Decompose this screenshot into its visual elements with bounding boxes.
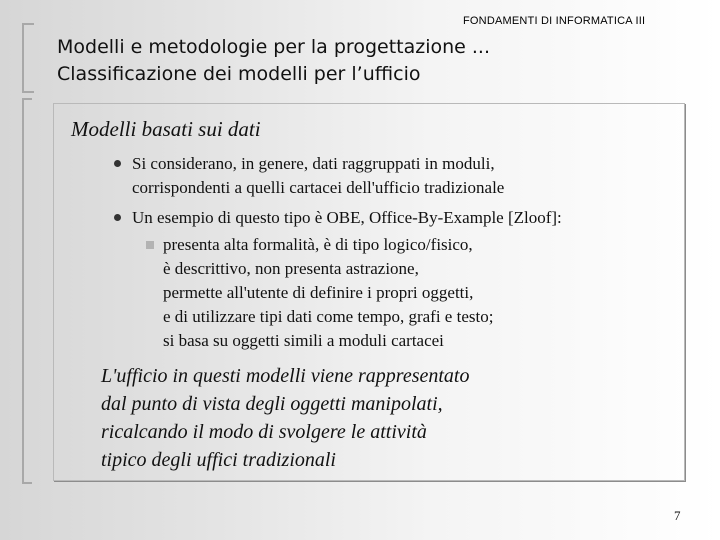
course-header: FONDAMENTI DI INFORMATICA III [463, 15, 646, 27]
content-bracket [22, 98, 32, 484]
closing-line-4: tipico degli uffici tradizionali [101, 449, 336, 471]
square-bullet-icon [146, 241, 154, 249]
slide-title-line-1: Modelli e metodologie per la progettazione ... [57, 36, 491, 58]
slide-title [57, 34, 490, 88]
page-number: 7 [674, 508, 681, 523]
bullet-1-line-1: Si considerano, in genere, dati raggruppati in moduli, [132, 154, 495, 173]
sub-bullet-line-5: si basa su oggetti simili a moduli cartacei [163, 331, 444, 350]
closing-paragraph [101, 362, 470, 474]
slide-title-line-2: Classificazione dei modelli per l’ufficio [57, 63, 421, 85]
sub-bullet-line-4: e di utilizzare tipi dati come tempo, grafi e testo; [163, 307, 494, 326]
title-bracket [22, 23, 34, 93]
sub-bullet-line-1: presenta alta formalità, è di tipo logico/fisico, [163, 235, 473, 254]
section-title: Modelli basati sui dati [71, 117, 261, 141]
sub-bullet-line-3: permette all'utente di definire i propri oggetti, [163, 283, 474, 302]
bullet-dot-icon [114, 160, 121, 167]
closing-line-1: L'ufficio in questi modelli viene rappresentato [101, 365, 470, 387]
bullet-2-line-1: Un esempio di questo tipo è OBE, Office-By-Example [Zloof]: [132, 208, 562, 227]
bullet-dot-icon [114, 214, 121, 221]
bullet-1-line-2: corrispondenti a quelli cartacei dell'ufficio tradizionale [132, 178, 505, 197]
sub-bullet-line-2: è descrittivo, non presenta astrazione, [163, 259, 419, 278]
closing-line-3: ricalcando il modo di svolgere le attività [101, 421, 427, 443]
closing-line-2: dal punto di vista degli oggetti manipolati, [101, 393, 443, 415]
